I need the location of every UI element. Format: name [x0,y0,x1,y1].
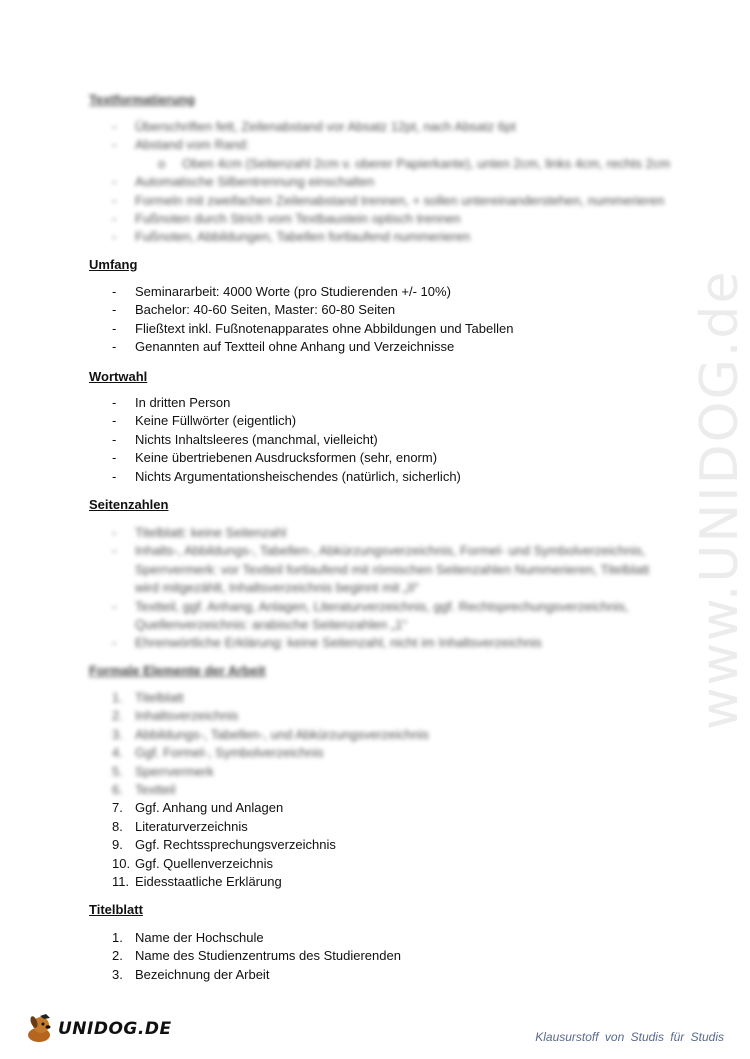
list-item: 6. Textteil [112,782,176,798]
heading-formale-elemente: Formale Elemente der Arbeit [89,663,266,678]
list-item: 11. Eidesstaatliche Erklärung [112,874,282,890]
list-item: - Automatische Silbentrennung einschalten [112,174,375,190]
list-item: 1. Name der Hochschule [112,930,264,945]
heading-seitenzahlen: Seitenzahlen [89,497,169,512]
list-item: - Textteil, ggf. Anhang, Anlagen, Literaturverzeichnis, ggf. Rechtsprechungsverzeichnis, [112,598,629,614]
heading-textformatierung: Textformatierung [89,92,195,107]
list-item: 3. Abbildungs-, Tabellen-, und Abkürzungsverzeichnis [112,726,429,742]
list-item: - Ehrenwörtliche Erklärung: keine Seitenzahl, nicht im Inhaltsverzeichnis [112,635,542,651]
list-item: 5. Sperrvermerk [112,763,214,779]
list-item: - Bachelor: 40-60 Seiten, Master: 60-80 Seiten [112,302,396,318]
list-item: - Überschriften fett, Zeilenabstand vor Absatz 12pt, nach Absatz 6pt [112,119,516,134]
list-seitenzahlen [112,524,649,653]
list-item: - Formeln mit zweifachen Zeilenabstand trennen, + sollen untereinanderstehen, nummerieren [112,192,665,208]
list-formale-elemente [112,689,429,891]
list-item: - Abstand vom Rand: [112,137,250,153]
list-item: - Inhalts-, Abbildungs-, Tabellen-, Abkürzungsverzeichnis, Formel- und Symbolverzeichnis, [112,543,646,559]
heading-umfang: Umfang [89,257,138,272]
list-item: 4. Ggf. Formel-, Symbolverzeichnis [112,745,324,761]
list-item: - Keine Füllwörter (eigentlich) [112,413,297,429]
list-item: - Seminararbeit: 4000 Worte (pro Studierenden +/- 10%) [112,284,451,299]
list-item: - Fußnoten, Abbildungen, Tabellen fortlaufend nummerieren [112,229,471,245]
footer-tagline: Klausurstoff von Studis für Studis [535,1030,724,1044]
list-wortwahl [112,394,461,486]
dog-mascot-icon [24,1013,56,1045]
watermark: www.UNIDOG.de [690,269,750,730]
list-textformatierung [112,118,670,247]
unidog-logo[interactable] [24,1013,172,1045]
list-item: Quellenverzeichnis: arabische Seitenzahlen „1“ [135,617,407,633]
list-item: - Fußnoten durch Strich vom Textbaustein optisch trennen [112,211,461,227]
list-item: 3. Bezeichnung der Arbeit [112,966,270,982]
list-umfang [112,283,513,357]
heading-wortwahl: Wortwahl [89,369,148,384]
heading-titelblatt: Titelblatt [89,902,143,917]
list-item: 10. Ggf. Quellenverzeichnis [112,855,274,871]
list-item: 8. Literaturverzeichnis [112,818,248,834]
list-item: - Keine übertriebenen Ausdrucksformen (sehr, enorm) [112,450,438,466]
list-item: 9. Ggf. Rechtssprechungsverzeichnis [112,837,336,853]
list-item: 1. Titelblatt [112,690,184,705]
logo-text: UNIDOG.DE [58,1019,172,1039]
list-titelblatt [112,929,401,984]
list-item: - Nichts Inhaltsleeres (manchmal, vielleicht) [112,431,378,447]
list-item: - Nichts Argumentationsheischendes (natürlich, sicherlich) [112,468,461,484]
list-item: 2. Name des Studienzentrums des Studierenden [112,948,401,964]
list-item: 2. Inhaltsverzeichnis [112,708,239,724]
list-item: - Fließtext inkl. Fußnotenapparates ohne Abbildungen und Tabellen [112,320,514,336]
list-item: o Oben 4cm (Seitenzahl 2cm v. oberer Papierkante), unten 2cm, links 4cm, rechts 2cm [158,155,671,171]
list-item: Sperrvermerk: vor Textteil fortlaufend mit römischen Seitenzahlen Nummerieren, Titelblatt [135,561,650,577]
list-item: wird mitgezählt, Inhaltsverzeichnis beginnt mit „II“ [135,580,419,596]
list-item: - In dritten Person [112,395,231,410]
list-item: - Titelblatt: keine Seitenzahl [112,525,287,540]
list-item: - Genannten auf Textteil ohne Anhang und Verzeichnisse [112,339,455,355]
list-item: 7. Ggf. Anhang und Anlagen [112,800,284,816]
